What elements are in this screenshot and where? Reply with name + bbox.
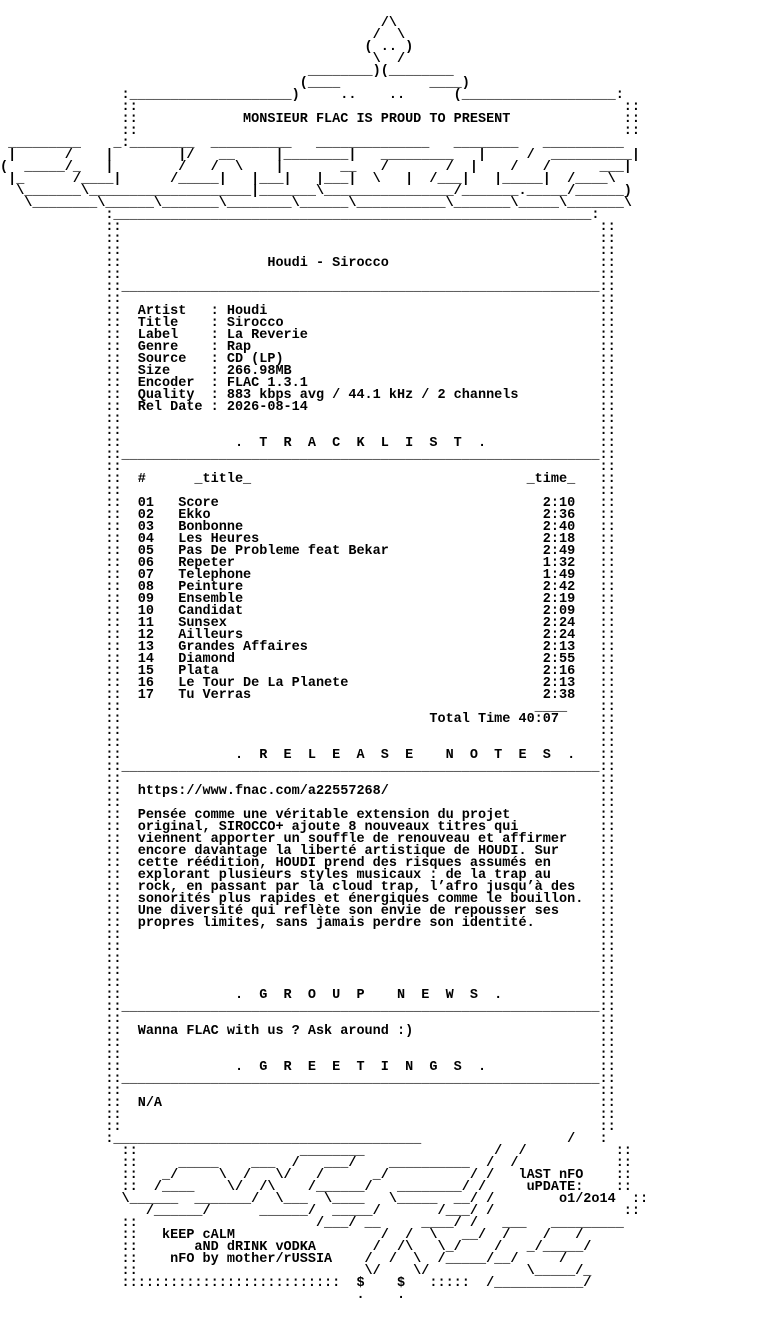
nfo-line: :: explorant plusieurs styles musicaux : de la trap au :: — [0, 868, 616, 883]
nfo-line: :: :: — [0, 232, 616, 247]
nfo-line: :: cette réédition, HOUDI prend des risques assumés en :: — [0, 856, 616, 871]
nfo-line: :: :: — [0, 964, 616, 979]
nfo-line: _________ _:________ __________ ______________ ________ __________ — [0, 136, 624, 151]
nfo-line: :: _____ ___ / ___/ __________ / / :: — [0, 1156, 632, 1171]
nfo-line: :: Artist : Houdi :: — [0, 304, 616, 319]
nfo-line: :: /____ \/ /\ /______/ ________/ / uPDATE: :: — [0, 1180, 632, 1195]
nfo-line: . . — [0, 1288, 406, 1303]
nfo-line: :: 06 Repeter 1:32 :: — [0, 556, 616, 571]
nfo-line: /\ — [0, 16, 397, 31]
nfo-line: :: Source : CD (LP) :: — [0, 352, 616, 367]
nfo-line: :: sonorités plus rapides et énergiques comme le bouillon. :: — [0, 892, 616, 907]
nfo-line: ________)(________ — [0, 64, 454, 79]
nfo-line: ::::::::::::::::::::::::::: $ $ ::::: /___________/ — [0, 1276, 592, 1291]
nfo-line: :: :: — [0, 484, 616, 499]
nfo-line: :: N/A :: — [0, 1096, 616, 1111]
nfo-line: :: 05 Pas De Probleme feat Bekar 2:49 :: — [0, 544, 616, 559]
nfo-line: :: 12 Ailleurs 2:24 :: — [0, 628, 616, 643]
nfo-line: :: . R E L E A S E N O T E S . :: — [0, 748, 616, 763]
nfo-line: :: 13 Grandes Affaires 2:13 :: — [0, 640, 616, 655]
nfo-line: :: kEEP cALM / / \ __/ / / / — [0, 1228, 584, 1243]
nfo-line: :: 04 Les Heures 2:18 :: — [0, 532, 616, 547]
nfo-line: :: :: — [0, 1108, 616, 1123]
nfo-line: :: :: — [0, 1048, 616, 1063]
nfo-line: ::___________________________________________________________:: — [0, 760, 616, 775]
nfo-line: /______/ ______/ _____/ /___/ / :: — [0, 1204, 641, 1219]
nfo-line: :: :: — [0, 976, 616, 991]
nfo-line: :: _/ \ / \/ / _/ / / lAST nFO :: — [0, 1168, 632, 1183]
nfo-line: :: Pensée comme une véritable extension du projet :: — [0, 808, 616, 823]
nfo-line: :: :: — [0, 796, 616, 811]
nfo-line: :: 17 Tu Verras 2:38 :: — [0, 688, 616, 703]
nfo-line: :: 03 Bonbonne 2:40 :: — [0, 520, 616, 535]
nfo-line: :: 07 Telephone 1:49 :: — [0, 568, 616, 583]
nfo-line: :: 11 Sunsex 2:24 :: — [0, 616, 616, 631]
nfo-line: :: /___/ __ ____/ / ___ _________ — [0, 1216, 624, 1231]
nfo-line: :: aND dRINK vODKA / /\ \_/ / _/_____/ — [0, 1240, 592, 1255]
nfo-line: :: # _title_ _time_ :: — [0, 472, 616, 487]
nfo-line: :: :: — [0, 1012, 616, 1027]
nfo-line: \______ _______/ \___ \____ \_____ __/ / o1/2o14 :: — [0, 1192, 649, 1207]
nfo-line: :: Genre : Rap :: — [0, 340, 616, 355]
nfo-line: :: \/ \/ \_____/_ — [0, 1264, 592, 1279]
nfo-line: :: . G R O U P N E W S . :: — [0, 988, 616, 1003]
nfo-line: :: :: — [0, 1036, 616, 1051]
nfo-line: :: :: — [0, 1120, 616, 1135]
nfo-line: :: :: — [0, 124, 641, 139]
nfo-line: :: :: — [0, 244, 616, 259]
nfo-line: :: nFO by mother/rUSSIA / / \ /_____/__/ / — [0, 1252, 568, 1267]
nfo-line: :: Quality : 883 kbps avg / 44.1 kHz / 2 channels :: — [0, 388, 616, 403]
nfo-line: :: 10 Candidat 2:09 :: — [0, 604, 616, 619]
nfo-line: \_______\____________________|_______\________________/_______._____/______) — [0, 184, 632, 199]
nfo-line: :: ____ :: — [0, 700, 616, 715]
nfo-line: :: :: — [0, 928, 616, 943]
nfo-line: :: Wanna FLAC with us ? Ask around :) :: — [0, 1024, 616, 1039]
nfo-line: :: Label : La Reverie :: — [0, 328, 616, 343]
nfo-line: :: Total Time 40:07 :: — [0, 712, 616, 727]
nfo-line: :: :: — [0, 1084, 616, 1099]
nfo-line: :: 01 Score 2:10 :: — [0, 496, 616, 511]
nfo-line: :____________________) .. .. (___________________: — [0, 88, 624, 103]
nfo-line: :: :: — [0, 460, 616, 475]
nfo-line: :: :: — [0, 772, 616, 787]
nfo-line: :: :: — [0, 724, 616, 739]
nfo-line: :: Houdi - Sirocco :: — [0, 256, 616, 271]
nfo-line: :: rock, en passant par la cloud trap, l’afro jusqu’à des :: — [0, 880, 616, 895]
nfo-line: :: propres limites, sans jamais perdre son identité. :: — [0, 916, 616, 931]
nfo-line: :: Title : Sirocco :: — [0, 316, 616, 331]
nfo-line: :: . G R E E T I N G S . :: — [0, 1060, 616, 1075]
nfo-line: :: . T R A C K L I S T . :: — [0, 436, 616, 451]
nfo-line: :: 16 Le Tour De La Planete 2:13 :: — [0, 676, 616, 691]
nfo-line: :: 08 Peinture 2:42 :: — [0, 580, 616, 595]
nfo-line: :: Rel Date : 2026-08-14 :: — [0, 400, 616, 415]
nfo-line: :: 02 Ekko 2:36 :: — [0, 508, 616, 523]
nfo-line: :: viennent apporter un souffle de renouveau et affirmer :: — [0, 832, 616, 847]
nfo-line: :: :: — [0, 220, 616, 235]
nfo-line: ( .. ) — [0, 40, 414, 55]
nfo-line: :: :: — [0, 736, 616, 751]
nfo-line: :: 09 Ensemble 2:19 :: — [0, 592, 616, 607]
nfo-line: :: Une diversité qui reflète son envie de repousser ses :: — [0, 904, 616, 919]
nfo-line: ::___________________________________________________________:: — [0, 1000, 616, 1015]
nfo-line: :: https://www.fnac.com/a22557268/ :: — [0, 784, 616, 799]
nfo-line: :: :: — [0, 100, 641, 115]
nfo-line: | / | |/ __ |________| _________ | / __________| — [0, 148, 641, 163]
nfo-line: :: Encoder : FLAC 1.3.1 :: — [0, 376, 616, 391]
nfo-line: :: ________ / / :: — [0, 1144, 632, 1159]
nfo-line: :: :: — [0, 292, 616, 307]
nfo-line: :: 15 Plata 2:16 :: — [0, 664, 616, 679]
nfo-line: ( _____/_ | / / \ | __ / / | / / ___| — [0, 160, 632, 175]
nfo-line: \ / — [0, 52, 406, 67]
nfo-line: ::___________________________________________________________:: — [0, 448, 616, 463]
nfo-line: :___________________________________________________________: — [0, 208, 600, 223]
nfo-line: :: :: — [0, 940, 616, 955]
nfo-line: :: MONSIEUR FLAC IS PROUD TO PRESENT :: — [0, 112, 641, 127]
nfo-line: :: 14 Diamond 2:55 :: — [0, 652, 616, 667]
nfo-line: / \ — [0, 28, 406, 43]
nfo-line: |_ /____| /_____| |___| |___| \ | /___| |_____| /____\ — [0, 172, 616, 187]
nfo-line: ::___________________________________________________________:: — [0, 280, 616, 295]
nfo-line: :: Size : 266.98MB :: — [0, 364, 616, 379]
nfo-line: :: :: — [0, 268, 616, 283]
nfo-line: :: original, SIROCCO+ ajoute 8 nouveaux titres qui :: — [0, 820, 616, 835]
nfo-line: :: :: — [0, 952, 616, 967]
nfo-line: ::___________________________________________________________:: — [0, 1072, 616, 1087]
nfo-line: (____ ____) — [0, 76, 470, 91]
nfo-line: :: :: — [0, 424, 616, 439]
nfo-line: :: encore davantage la liberté artistique de HOUDI. Sur :: — [0, 844, 616, 859]
nfo-line: \________\______\_______\________\______\___________\_______\_____\_______\ — [0, 196, 632, 211]
nfo-line: :______________________________________ / : — [0, 1132, 608, 1147]
nfo-line: :: :: — [0, 412, 616, 427]
